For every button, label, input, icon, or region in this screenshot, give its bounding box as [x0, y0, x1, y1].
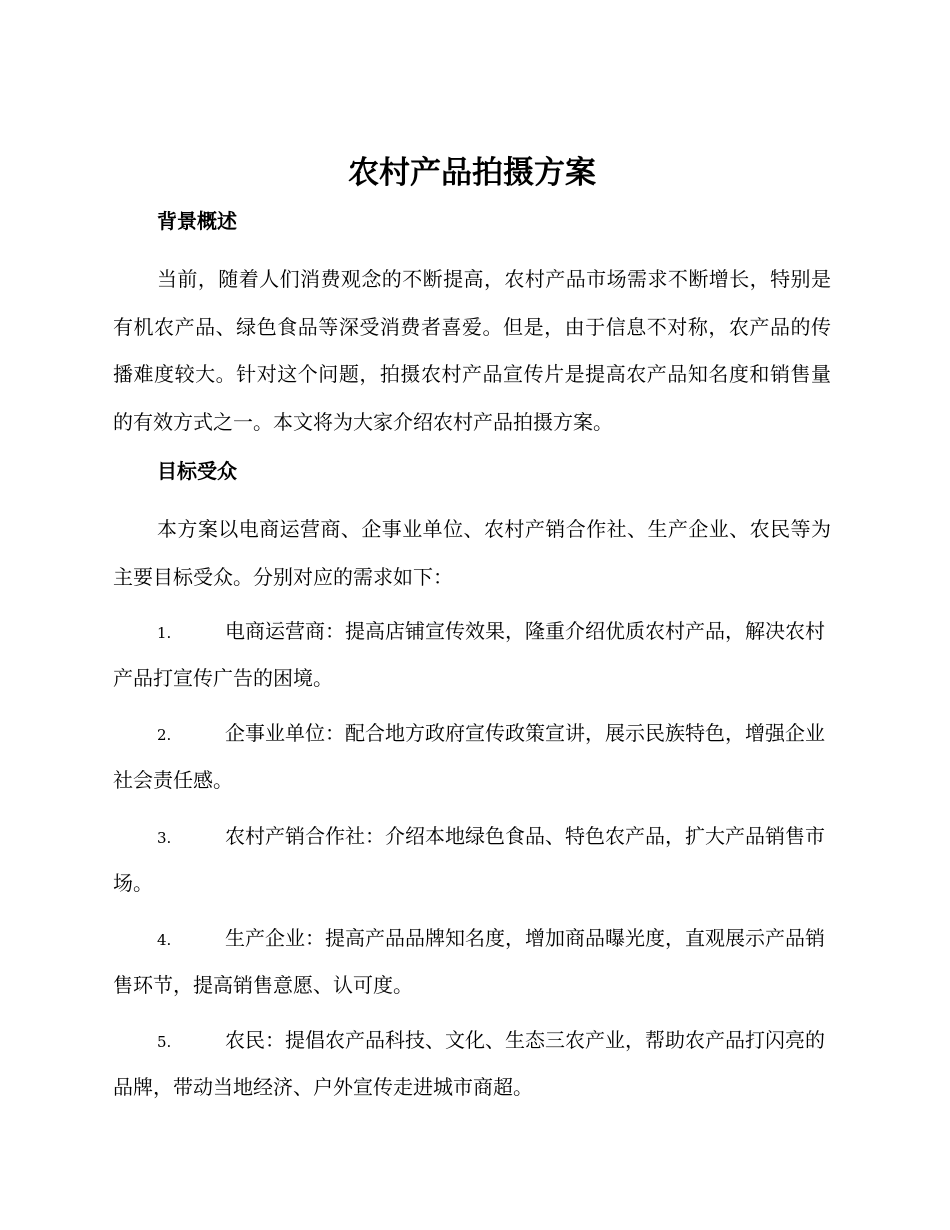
list-text: 农民：提倡农产品科技、文化、生态三农产业，帮助农产品打闪亮的品牌，带动当地经济、户外宣传走进城市商超。 [113, 1028, 825, 1099]
list-text: 企事业单位：配合地方政府宣传政策宣讲，展示民族特色，增强企业社会责任感。 [113, 721, 825, 792]
list-item [113, 1018, 831, 1110]
list-item [113, 814, 831, 906]
list-text: 生产企业：提高产品品牌知名度，增加商品曝光度，直观展示产品销售环节，提高销售意愿、认可度。 [113, 926, 825, 997]
list-text: 电商运营商：提高店铺宣传效果，隆重介绍优质农村产品，解决农村产品打宣传广告的困境。 [113, 619, 825, 690]
list-item [113, 916, 831, 1008]
section-heading-background: 背景概述 [157, 209, 237, 233]
list-item [113, 711, 831, 803]
document-title: 农村产品拍摄方案 [348, 155, 596, 191]
audience-paragraph: 本方案以电商运营商、企事业单位、农村产销合作社、生产企业、农民等为主要目标受众。分别对应的需求如下： [113, 517, 831, 589]
list-item [113, 609, 831, 701]
list-number: 4. [157, 931, 172, 949]
list-number: 3. [157, 829, 172, 847]
list-number: 5. [157, 1033, 172, 1051]
list-number: 1. [157, 624, 172, 642]
background-paragraph: 当前，随着人们消费观念的不断提高，农村产品市场需求不断增长，特别是有机农产品、绿色食品等深受消费者喜爱。但是，由于信息不对称，农产品的传播难度较大。针对这个问题，拍摄农村产品宣传片是提高农产品知名度和销售量的有效方式之一。本文将为大家介绍农村产品拍摄方案。 [113, 267, 831, 434]
section-heading-audience: 目标受众 [157, 459, 237, 483]
list-text: 农村产销合作社：介绍本地绿色食品、特色农产品，扩大产品销售市场。 [113, 824, 825, 895]
list-number: 2. [157, 726, 172, 744]
